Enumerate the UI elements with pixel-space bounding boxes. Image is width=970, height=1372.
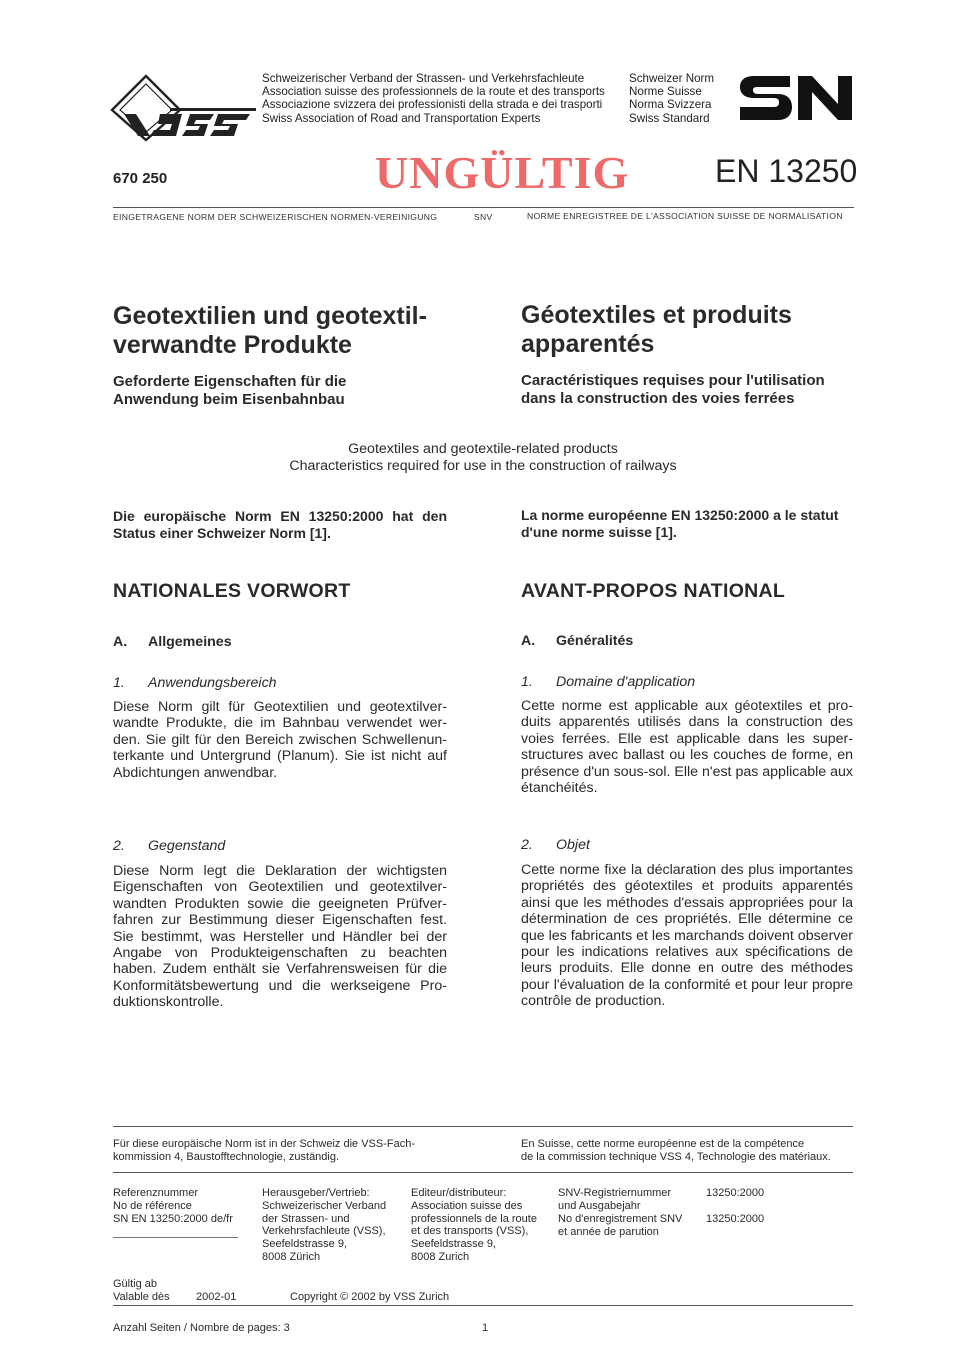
valid-date: 2002-01 [196,1291,237,1303]
association-names [262,72,605,125]
valid-from-de: Gültig ab [113,1278,158,1290]
subtitle-de [113,373,346,408]
page-number: 1 [482,1322,489,1334]
foreword-heading-de: NATIONALES VORWORT [113,580,351,602]
subtitle-de-line-2: Anwendung beim Eisenbahnbau [113,390,345,408]
association-name-fr: Association suisse des professionnels de la route et des transports [262,85,605,99]
scope-body-de: Diese Norm gilt für Geotextilien und geotextilverwandte Produkte, die im Bahnbau verwendet werden. Sie gilt für den Bereich zwischen Schwellenunterkante und Untergrund (Planum). Sie ist nicht auf Abdichtungen anwendbar. [113,699,447,781]
item-scope-de [113,675,277,691]
section-general-fr [521,633,633,649]
publisher-fr-line: Seefeldstrasse 9, [411,1238,496,1251]
snv-registration-fr-line-1: No d'enregistrement SNV [558,1213,683,1225]
registration-value-1: 13250:2000 [706,1187,765,1199]
scope-body-fr: Cette norme est applicable aux géotextiles et produits apparentés utilisés dans la construction des voies ferrées. Elle est applicable dans les superstructures avec ballast ou les couches de forme, en présence d'un sous-sol. Elle n'est pas applicable aux étanchéités. [521,698,853,797]
status-de: Die europäische Norm EN 13250:2000 hat den Status einer Schweizer Norm [1]. [113,508,447,541]
section-title: Allgemeines [148,634,232,650]
en-standard-number: EN 13250 [715,153,858,189]
section-general-de [113,634,232,650]
reference-underline [113,1237,238,1238]
item-title: Anwendungsbereich [148,675,277,691]
title-fr-line-2: apparentés [521,329,655,358]
valid-from-fr: Valable dès [113,1291,170,1303]
standard-name-en: Swiss Standard [629,111,710,125]
section-title: Généralités [556,633,634,649]
subject-body-de: Diese Norm legt die Deklaration der wichtigsten Eigenschaften von Geotextilien und geotextilverwandten Produkten sowie die geeigneten Prüfverfahren zur Bestimmung dieser Eigenschaften fest. Sie bestimmt, was Hersteller und Händler bei der Angabe von Produkteigenschaften zu beachten haben. Zudem enthält sie Verfahrensweisen für die Konformitätsbewertung und die werkseigene Produktionskontrolle. [113,863,447,1011]
footer-rule-top [113,1126,853,1127]
page-count: Anzahl Seiten / Nombre de pages: 3 [113,1322,290,1334]
snv-registration-de-line-2: und Ausgabejahr [558,1199,641,1212]
subtitle-fr-line-1: Caractéristiques requises pour l'utilisation [521,372,825,389]
snv-registration-fr-line-2: et année de parution [558,1225,659,1238]
association-name-en: Swiss Association of Road and Transportation Experts [262,111,541,125]
publisher-de-line: Schweizerischer Verband [262,1199,387,1212]
publisher-de-line: Herausgeber/Vertrieb: [262,1187,370,1199]
copyright: Copyright © 2002 by VSS Zurich [290,1291,450,1303]
header-rule [113,207,854,208]
title-en-line-2: Characteristics required for use in the construction of railways [289,458,677,474]
section-number: A. [113,634,128,650]
item-number: 1. [113,675,125,691]
reference-value: SN EN 13250:2000 de/fr [113,1212,233,1225]
item-number: 2. [521,837,533,853]
publisher-fr-line: Association suisse des [411,1199,523,1212]
registration-value-2: 13250:2000 [706,1213,765,1225]
association-name-it: Associazione svizzera dei professionisti della strada e dei trasporti [262,98,603,112]
publisher-fr-line: Editeur/distributeur: [411,1187,507,1199]
footer-rule-bottom [113,1305,853,1306]
item-title: Gegenstand [148,838,226,854]
title-en-line-1: Geotextiles and geotextile-related products [348,441,618,457]
subtitle-fr-line-2: dans la construction des voies ferrées [521,389,795,407]
competence-fr [521,1138,831,1164]
snv-registration-fr [558,1213,682,1239]
competence-fr-line-2: de la commission technique VSS 4, Technologie des matériaux. [521,1151,831,1164]
item-number: 1. [521,674,533,690]
reference-block [113,1187,233,1225]
snv-label: SNV [474,212,493,222]
registered-standard-fr: NORME ENREGISTREE DE L'ASSOCIATION SUISSE DE NORMALISATION [527,211,843,221]
publisher-fr-line: et des transports (VSS), [411,1225,529,1238]
subject-body-fr: Cette norme fixe la déclaration des plus importantes propriétés des géotextiles et produits apparentés ainsi que les méthodes d'essais appropriées pour la détermination de ces propriétés. Elle détermine ce que les fabricants et les marchands doivent observer pour les indications relatives aux spécifications de leurs produits. Elle donne en outre des méthodes pour l'évaluation de la conformité et pour leur propre contrôle de production. [521,862,854,1010]
title-de-line-1: Geotextilien und geotextil- [113,302,427,330]
item-subject-fr [521,837,590,853]
publisher-de-line: Seefeldstrasse 9, [262,1238,347,1251]
item-title: Domaine d'application [556,674,696,690]
title-de-line-2: verwandte Produkte [113,330,352,359]
association-name-de: Schweizerischer Verband der Strassen- und Verkehrsfachleute [262,72,585,85]
snv-registration-de [558,1187,671,1213]
registered-standard-de: EINGETRAGENE NORM DER SCHWEIZERISCHEN NORMEN-VEREINIGUNG [113,212,438,222]
reference-label-fr: No de référence [113,1199,192,1212]
publisher-fr-line: professionnels de la route [411,1212,537,1225]
competence-de-line-2: kommission 4, Baustofftechnologie, zuständig. [113,1151,340,1164]
foreword-heading-fr: AVANT-PROPOS NATIONAL [521,580,786,602]
publisher-de-line: 8008 Zürich [262,1250,321,1263]
title-fr [521,301,861,358]
subtitle-de-line-1: Geforderte Eigenschaften für die [113,373,347,390]
standard-names [629,72,714,125]
title-en [200,441,766,475]
standard-name-fr: Norme Suisse [629,85,702,99]
reference-label-de: Referenznummer [113,1187,198,1199]
footer-rule-middle [113,1172,853,1173]
competence-fr-line-1: En Suisse, cette norme européenne est de la compétence [521,1138,805,1150]
vss-logo [110,74,256,142]
standard-name-it: Norma Svizzera [629,98,712,112]
status-fr: La norme européenne EN 13250:2000 a le statut d'une norme suisse [1]. [521,507,839,540]
subtitle-fr [521,372,825,407]
invalid-stamp: UNGÜLTIG [375,147,630,198]
publisher-fr-line: 8008 Zurich [411,1250,470,1263]
sn-logo [738,72,854,124]
title-fr-line-1: Géotextiles et produits [521,301,792,329]
competence-de-line-1: Für diese europäische Norm ist in der Schweiz die VSS-Fach- [113,1138,416,1150]
item-number: 2. [113,838,125,854]
publisher-de-line: Verkehrsfachleute (VSS), [262,1225,386,1238]
section-number: A. [521,633,536,649]
item-title: Objet [556,837,590,853]
publisher-fr [411,1187,537,1264]
reference-number: 670 250 [113,170,168,187]
snv-registration-de-line-1: SNV-Registriernummer [558,1187,672,1199]
item-scope-fr [521,674,695,690]
publisher-de [262,1187,386,1264]
standard-name-de: Schweizer Norm [629,72,715,85]
title-de [113,302,473,359]
item-subject-de [113,838,225,854]
competence-de [113,1138,415,1164]
publisher-de-line: der Strassen- und [262,1212,350,1225]
